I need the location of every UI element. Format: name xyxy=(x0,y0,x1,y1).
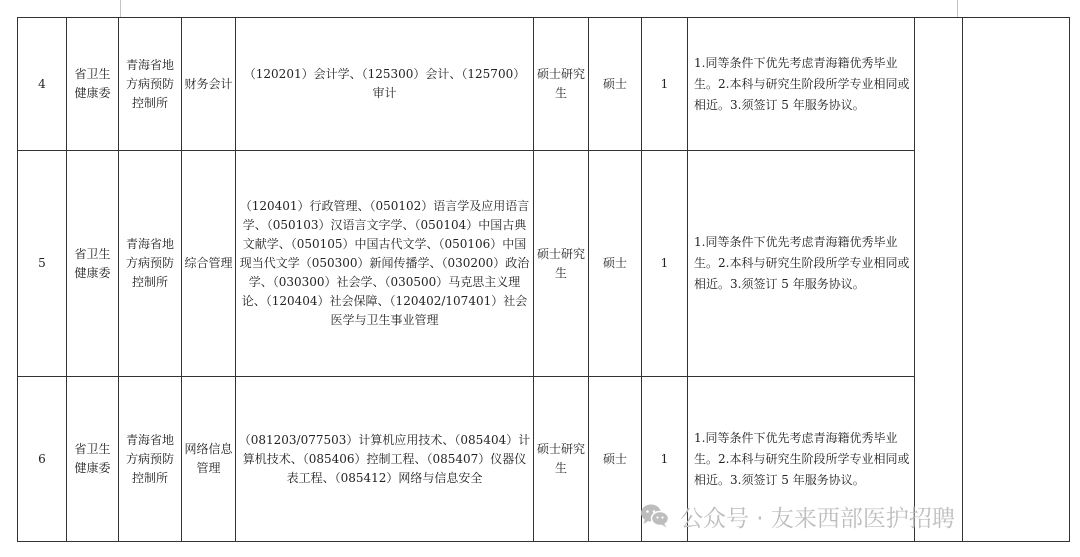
empty-cell xyxy=(915,18,963,542)
degree-cell: 硕士 xyxy=(589,377,642,542)
department-cell: 省卫生健康委 xyxy=(67,18,119,151)
table-row xyxy=(18,18,1070,151)
count-cell: 1 xyxy=(642,377,688,542)
education-cell: 硕士研究生 xyxy=(534,151,589,377)
unit-cell: 青海省地方病预防控制所 xyxy=(119,151,182,377)
requirements-cell: 1.同等条件下优先考虑青海籍优秀毕业生。2.本科与研究生阶段所学专业相同或相近。3.须签订 5 年服务协议。 xyxy=(688,18,915,151)
department-cell: 省卫生健康委 xyxy=(67,377,119,542)
education-cell: 硕士研究生 xyxy=(534,377,589,542)
education-cell: 硕士研究生 xyxy=(534,18,589,151)
department-cell: 省卫生健康委 xyxy=(67,151,119,377)
row-index: 5 xyxy=(18,151,67,377)
row-index: 4 xyxy=(18,18,67,151)
watermark-text: 公众号 · 友来西部医护招聘 xyxy=(680,505,955,532)
page-corner-mark-right xyxy=(957,0,958,17)
unit-cell: 青海省地方病预防控制所 xyxy=(119,377,182,542)
requirements-cell: 1.同等条件下优先考虑青海籍优秀毕业生。2.本科与研究生阶段所学专业相同或相近。3.须签订 5 年服务协议。 xyxy=(688,377,915,542)
empty-cell xyxy=(963,18,1070,542)
unit-cell: 青海省地方病预防控制所 xyxy=(119,18,182,151)
degree-cell: 硕士 xyxy=(589,18,642,151)
requirements-cell: 1.同等条件下优先考虑青海籍优秀毕业生。2.本科与研究生阶段所学专业相同或相近。3.须签订 5 年服务协议。 xyxy=(688,151,915,377)
majors-cell: （120401）行政管理、（050102）语言学及应用语言学、（050103）汉语言文字学、（050104）中国古典文献学、（050105）中国古代文学、（050106）中国现当代文学（050300）新闻传播学、（030200）政治学、（030300）社会学、（030500）马克思主义理论、（120404）社会保障、（120402/107401）社会医学与卫生事业管理 xyxy=(236,151,534,377)
account-watermark xyxy=(640,498,955,534)
position-cell: 网络信息管理 xyxy=(182,377,236,542)
position-cell: 综合管理 xyxy=(182,151,236,377)
majors-cell: （120201）会计学、（125300）会计、（125700）审计 xyxy=(236,18,534,151)
majors-cell: （081203/077503）计算机应用技术、（085404）计算机技术、（085406）控制工程、（085407）仪器仪表工程、（085412）网络与信息安全 xyxy=(236,377,534,542)
position-cell: 财务会计 xyxy=(182,18,236,151)
count-cell: 1 xyxy=(642,18,688,151)
wechat-icon xyxy=(640,503,670,529)
recruitment-table xyxy=(17,17,1070,542)
count-cell: 1 xyxy=(642,151,688,377)
table-row xyxy=(18,151,1070,377)
page-corner-mark-left xyxy=(120,0,121,17)
degree-cell: 硕士 xyxy=(589,151,642,377)
row-index: 6 xyxy=(18,377,67,542)
